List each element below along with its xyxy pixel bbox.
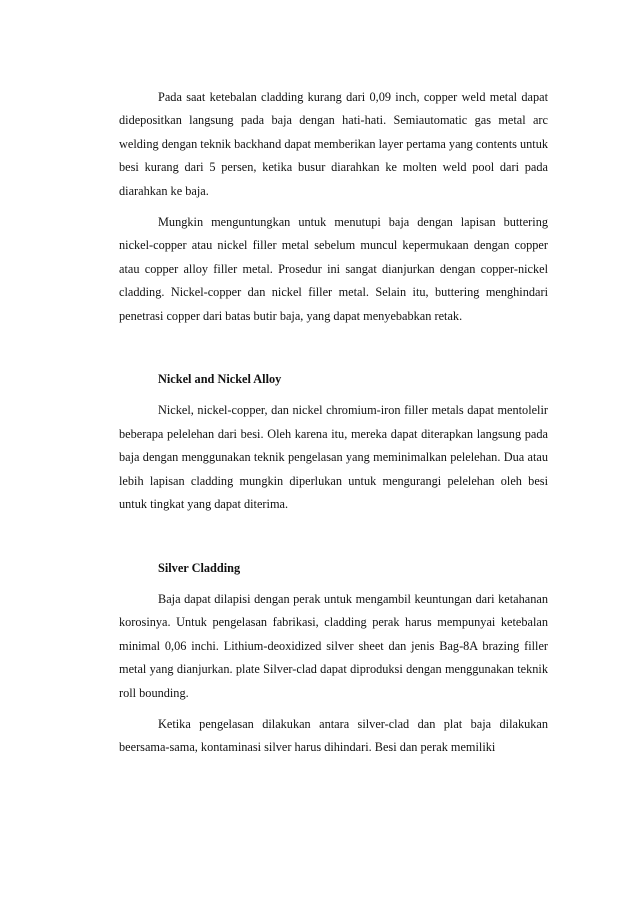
- paragraph-silver-cladding: Baja dapat dilapisi dengan perak untuk mengambil keuntungan dari ketahanan korosinya. Untuk pengelasan fabrikasi, cladding perak harus mempunyai ketebalan minimal 0,06 inchi. Lithium-deoxidized silver sheet dan jenis Bag-8A brazing filler metal yang dianjurkan. plate Silver-clad dapat diproduksi dengan menggunakan teknik roll bounding.: [119, 591, 548, 700]
- silver-section: [119, 557, 548, 760]
- intro-section: [119, 86, 548, 328]
- nickel-section: [119, 368, 548, 516]
- silver-section-heading: Silver Cladding: [158, 560, 241, 575]
- paragraph-buttering: Mungkin menguntungkan untuk menutupi baja dengan lapisan buttering nickel-copper atau nickel filler metal sebelum muncul kepermukaan dengan copper atau copper alloy filler metal. Prosedur ini sangat dianjurkan dengan copper-nickel cladding. Nickel-copper dan nickel filler metal. Selain itu, buttering menghindari penetrasi copper dari batas butir baja, yang dapat menyebabkan retak.: [119, 215, 548, 323]
- document-body: [119, 86, 548, 760]
- paragraph-copper-weld: Pada saat ketebalan cladding kurang dari 0,09 inch, copper weld metal dapat didepositkan langsung pada baja dengan hati-hati. Semiautomatic gas metal arc welding dengan teknik backhand dapat memberikan layer pertama yang contents untuk besi kurang dari 5 persen, ketika busur diarahkan ke molten weld pool dari pada diarahkan ke baja.: [119, 90, 548, 198]
- paragraph-silver-welding: Ketika pengelasan dilakukan antara silver-clad dan plat baja dilakukan beersama-sama, kontaminasi silver harus dihindari. Besi dan perak memiliki: [119, 716, 548, 755]
- paragraph-nickel: Nickel, nickel-copper, dan nickel chromium-iron filler metals dapat mentolelir beberapa pelelehan dari besi. Oleh karena itu, mereka dapat diterapkan langsung pada baja dengan menggunakan teknik pengelasan yang meminimalkan pelelehan. Dua atau lebih lapisan cladding mungkin diperlukan untuk mengurangi pelelehan oleh besi untuk tingkat yang dapat diterima.: [119, 403, 548, 512]
- nickel-section-heading: Nickel and Nickel Alloy: [158, 372, 282, 387]
